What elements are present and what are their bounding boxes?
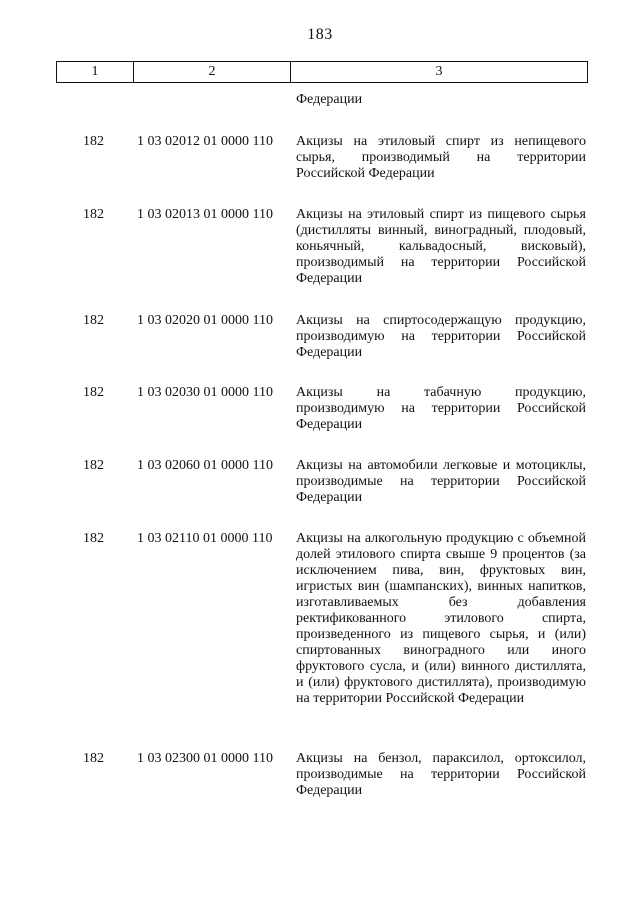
column-header-1: 1 [57, 62, 134, 82]
row-description: Акцизы на этиловый спирт из непищевого сырья, производимый на территории Российской Федерации [296, 134, 586, 181]
budget-code: 1 03 02110 01 0000 110 [137, 531, 273, 546]
admin-code: 182 [83, 207, 104, 222]
page-number: 183 [307, 26, 333, 43]
budget-code: 1 03 02300 01 0000 110 [137, 751, 273, 766]
admin-code: 182 [83, 385, 104, 400]
row-description: Акцизы на бензол, параксилол, ортоксилол, производимые на территории Российской Федерации [296, 751, 586, 798]
column-header-3: 3 [435, 64, 443, 79]
row-description: Акцизы на табачную продукцию, производимую на территории Российской Федерации [296, 385, 586, 432]
admin-code: 182 [83, 458, 104, 473]
row-description: Акцизы на этиловый спирт из пищевого сырья (дистилляты винный, виноградный, плодовый, коньячный, кальвадосный, висковый), производимый на территории Российской Федерации [296, 207, 586, 286]
admin-code: 182 [83, 531, 104, 546]
continuation-text: Федерации [296, 92, 363, 107]
row-description: Акцизы на спиртосодержащую продукцию, производимую на территории Российской Федерации [296, 313, 586, 360]
row-description: Акцизы на автомобили легковые и мотоциклы, производимые на территории Российской Федерации [296, 458, 586, 505]
budget-code: 1 03 02030 01 0000 110 [137, 385, 273, 400]
admin-code: 182 [83, 134, 104, 149]
row-description: Акцизы на алкогольную продукцию с объемной долей этилового спирта свыше 9 процентов (за исключением пива, вин, фруктовых вин, игристых вин (шампанских), винных напитков, изготавливаемых без добавления ректификованного этилового спирта, произведенного из пищевого сырья, и (или) спиртованных виноградного или иного фруктового сусла, и (или) винного дистиллята, и (или) фруктового дистиллята), производимую на территории Российской Федерации [296, 531, 586, 706]
admin-code: 182 [83, 751, 104, 766]
admin-code: 182 [83, 313, 104, 328]
budget-code: 1 03 02013 01 0000 110 [137, 207, 273, 222]
budget-code: 1 03 02060 01 0000 110 [137, 458, 273, 473]
budget-code: 1 03 02020 01 0000 110 [137, 313, 273, 328]
budget-code: 1 03 02012 01 0000 110 [137, 134, 273, 149]
table-header [56, 61, 588, 83]
column-header-2: 2 [134, 62, 291, 82]
